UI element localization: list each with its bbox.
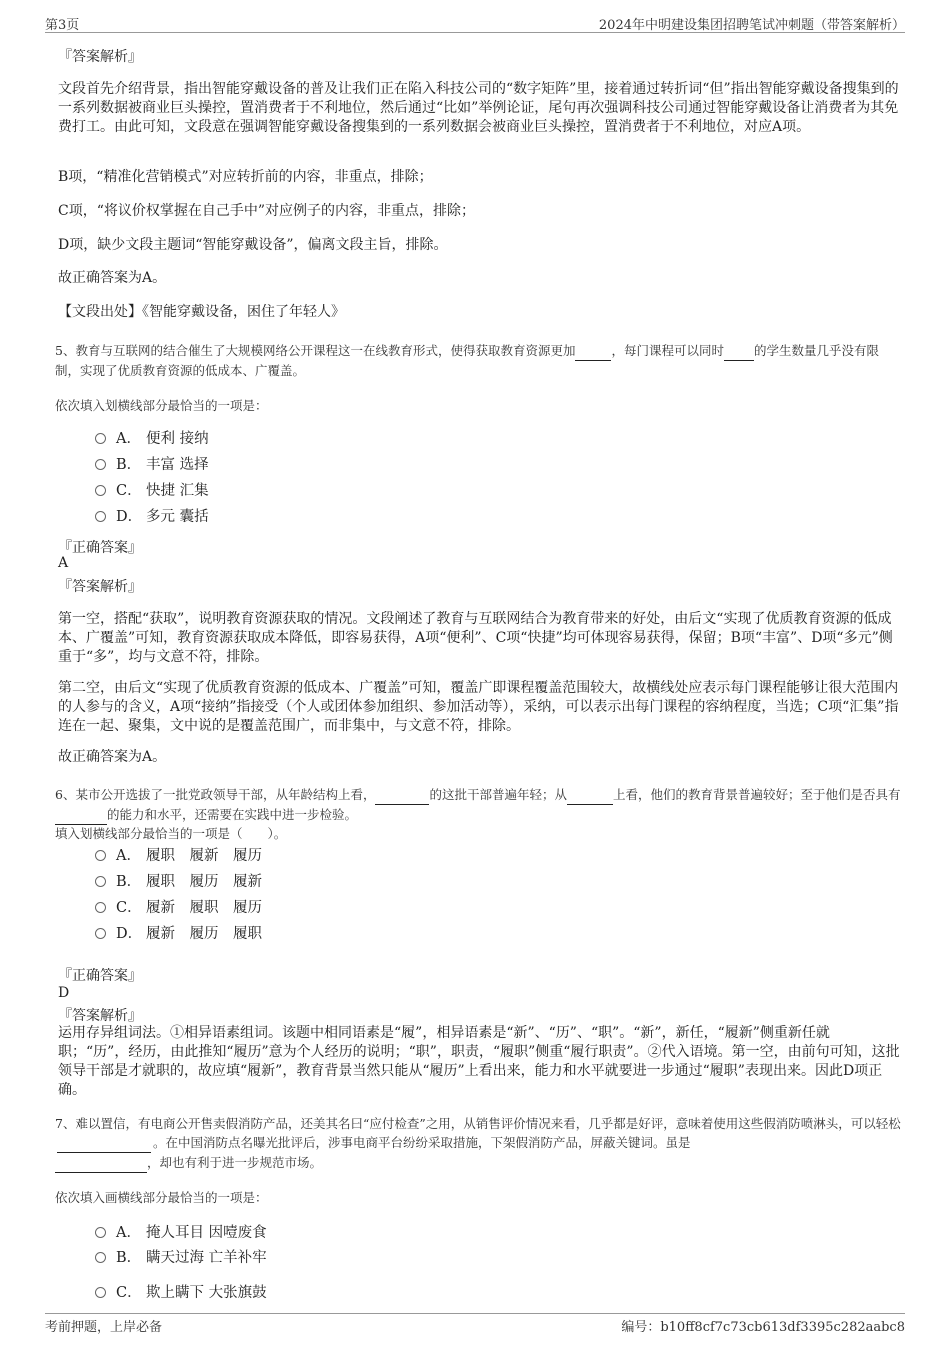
radio-icon[interactable]: [95, 876, 106, 887]
footer-slogan: 考前押题，上岸必备: [45, 1320, 163, 1335]
q4-analysis-p4: D项，缺少文段主题词“智能穿戴设备”，偏离文段主旨，排除。: [58, 237, 448, 253]
q5-analysis-label: 『答案解析』: [58, 579, 142, 595]
q4-conclusion: 故正确答案为A。: [58, 270, 167, 286]
q6-option-a[interactable]: A． 履职 履新 履历: [95, 846, 262, 866]
q5-option-b[interactable]: B． 丰富 选择: [95, 455, 209, 475]
q6-answer: D: [58, 985, 70, 1001]
q6-option-c[interactable]: C． 履新 履职 履历: [95, 898, 262, 918]
page-number: 第3页: [45, 18, 80, 33]
radio-icon[interactable]: [95, 850, 106, 861]
q4-analysis-p3: C项，“将议价权掌握在自己手中”对应例子的内容，非重点，排除；: [58, 203, 476, 219]
q7-option-c[interactable]: C． 欺上瞒下 大张旗鼓: [95, 1283, 267, 1303]
q5-analysis-p1: 第一空，搭配“获取”，说明教育资源获取的情况。文段阐述了教育与互联网结合为教育带来的好处，由后文“实现了优质教育资源的低成本、广覆盖”可知，教育资源获取成本降低，即容易获得，A项“便利”、C项“快捷”均可体现容易获得，保留；B项“丰富”、D项“多元”侧重于“多”，均与文意不符，排除。: [58, 611, 893, 665]
q6-option-b[interactable]: B． 履职 履历 履新: [95, 872, 262, 892]
radio-icon[interactable]: [95, 1227, 106, 1238]
q5-stem: 5、教育与互联网的结合催生了大规模网络公开课程这一在线教育形式，使得获取教育资源更加 ，每门课程可以同时 的学生数量几乎没有限制，实现了优质教育资源的低成本、广覆盖。: [55, 343, 879, 378]
q5-conclusion: 故正确答案为A。: [58, 749, 167, 765]
q6-instruction: 填入划横线部分最恰当的一项是（ ）。: [55, 826, 287, 841]
q7-blank-2: [55, 1153, 147, 1173]
q6-blank-3: [55, 805, 107, 825]
document-code: 编号：b10ff8cf7c73cb613df3395c282aabc8: [621, 1320, 905, 1335]
q7-stem: 7、难以置信，有电商公开售卖假消防产品，还美其名曰“应付检查”之用，从销售评价情况来看，几乎都是好评，意味着使用这些假消防喷淋头，可以轻松 。在中国消防点名曝光批评后，涉事电商平台纷纷采取措施，下架假消防产品，屏蔽关键词。虽是 ，却也有利于进一步规范市场。: [55, 1114, 903, 1173]
q5-analysis-p2: 第二空，由后文“实现了优质教育资源的低成本、广覆盖”可知，覆盖广即课程覆盖范围较大，故横线处应表示每门课程能够让很大范围内的人参与的含义，A项“接纳”指接受（个人或团体参加组织、参加活动等），采纳，可以表示出每门课程的容纳程度，当选；C项“汇集”指连在一起、聚集，文中说的是覆盖范围广，而非集中，与文意不符，排除。: [58, 680, 899, 734]
page-footer: [45, 1313, 905, 1334]
radio-icon[interactable]: [95, 928, 106, 939]
radio-icon[interactable]: [95, 433, 106, 444]
q6-analysis-label: 『答案解析』: [58, 1008, 142, 1024]
document-title: 2024年中明建设集团招聘笔试冲刺题（带答案解析）: [598, 18, 905, 33]
radio-icon[interactable]: [95, 485, 106, 496]
q5-answer: A: [58, 555, 69, 571]
radio-icon[interactable]: [95, 459, 106, 470]
q6-analysis: 运用存异组词法。①相异语素组词。该题中相同语素是“履”，相异语素是“新”、“历”、“职”。“新”，新任，“履新”侧重新任就职；“历”，经历，由此推知“履历”意为个人经历的说明；“职”，职责，“履职”侧重“履行职责”。②代入语境。第一空，由前句可知，这批领导干部是才就职的，故应填“履新”，教育背景当然只能从“履历”上看出来，能力和水平就要进一步通过“履职”表现出来。因此D项正确。: [58, 1025, 900, 1098]
q6-option-d[interactable]: D． 履新 履历 履职: [95, 924, 262, 944]
q5-option-d[interactable]: D． 多元 囊括: [95, 507, 209, 527]
q5-instruction: 依次填入划横线部分最恰当的一项是：: [55, 398, 268, 413]
q6-blank-1: [375, 785, 429, 805]
q5-blank-2: [724, 341, 754, 361]
q6-blank-2: [567, 785, 613, 805]
radio-icon[interactable]: [95, 511, 106, 522]
q6-stem: 6、某市公开选拔了一批党政领导干部，从年龄结构上看， 的这批干部普遍年轻；从 上看，他们的教育背景普遍较好；至于他们是否具有 的能力和水平，还需要在实践中进一步检验。: [55, 785, 903, 825]
radio-icon[interactable]: [95, 1287, 106, 1298]
q5-option-c[interactable]: C． 快捷 汇集: [95, 481, 209, 501]
radio-icon[interactable]: [95, 902, 106, 913]
q7-option-a[interactable]: A． 掩人耳目 因噎废食: [95, 1223, 267, 1243]
q5-blank-1: [575, 341, 611, 361]
q5-answer-label: 『正确答案』: [58, 540, 142, 556]
q7-blank-1: [57, 1133, 151, 1153]
q5-option-a[interactable]: A． 便利 接纳: [95, 429, 209, 449]
q7-instruction: 依次填入画横线部分最恰当的一项是：: [55, 1190, 268, 1205]
q7-option-b[interactable]: B． 瞒天过海 亡羊补牢: [95, 1248, 267, 1268]
q4-source: 【文段出处】《智能穿戴设备，困住了年轻人》: [58, 304, 345, 320]
q4-analysis-label: 『答案解析』: [58, 49, 142, 65]
q4-analysis-p1: 文段首先介绍背景，指出智能穿戴设备的普及让我们正在陷入科技公司的“数字矩阵”里，接着通过转折词“但”指出智能穿戴设备搜集到的一系列数据被商业巨头操控，置消费者于不利地位，然后通过“比如”举例论证，尾句再次强调科技公司通过智能穿戴设备让消费者为其免费打工。由此可知，文段意在强调智能穿戴设备搜集到的一系列数据会被商业巨头操控，置消费者于不利地位，对应A项。: [58, 81, 899, 135]
q4-analysis-p2: B项，“精准化营销模式”对应转折前的内容，非重点，排除；: [58, 169, 433, 185]
q6-answer-label: 『正确答案』: [58, 968, 142, 984]
radio-icon[interactable]: [95, 1252, 106, 1263]
page-header: [45, 12, 905, 33]
